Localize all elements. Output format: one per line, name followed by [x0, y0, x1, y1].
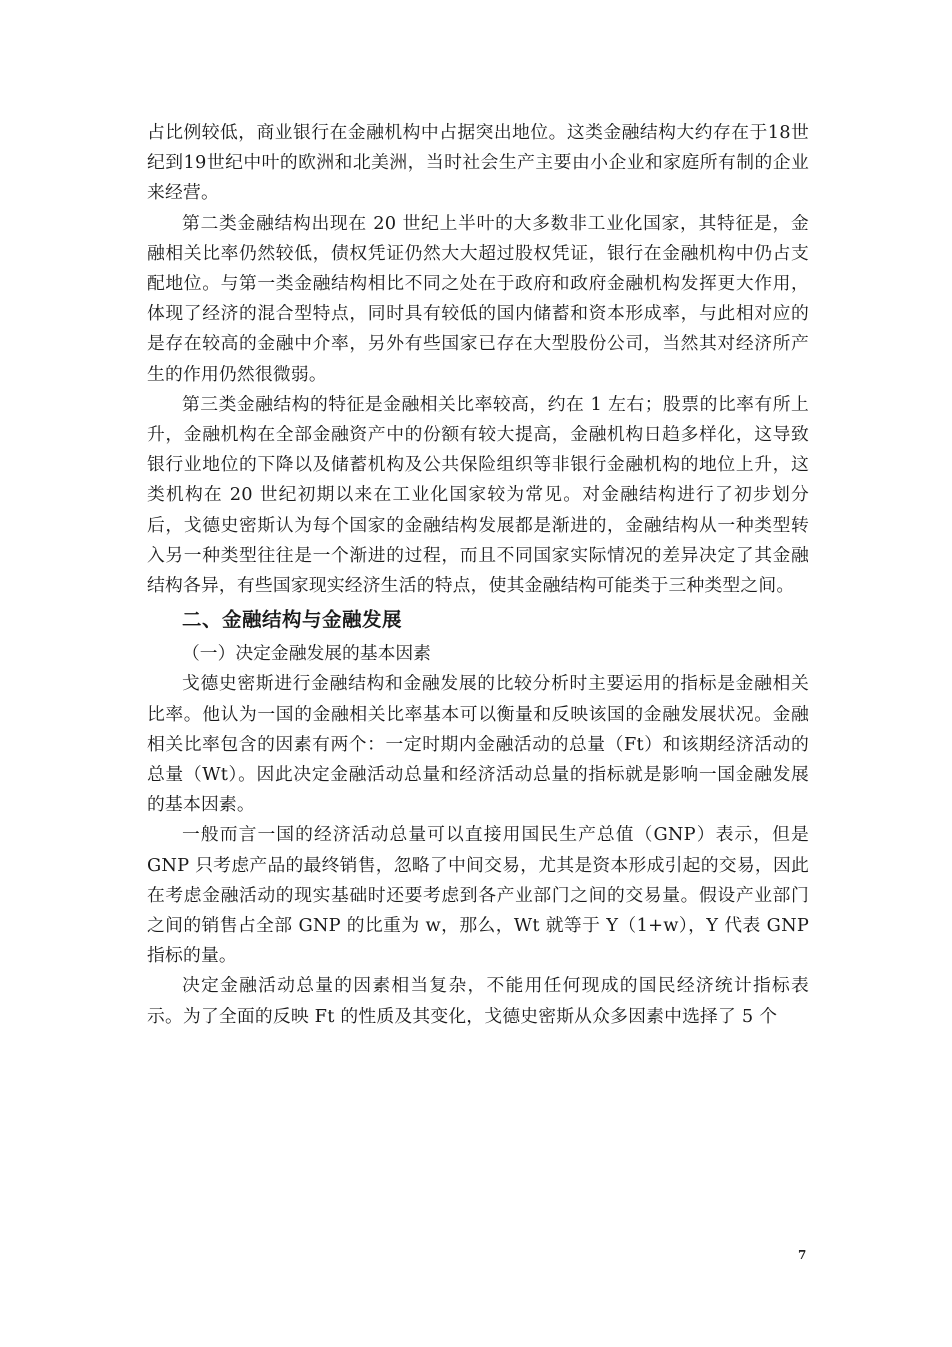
- page-body: [147, 118, 809, 1032]
- section-heading: 二、金融结构与金融发展: [182, 608, 403, 632]
- paragraph-2: 第二类金融结构出现在 20 世纪上半叶的大多数非工业化国家，其特征是，金融相关比率仍然较低，债权凭证仍然大大超过股权凭证，银行在金融机构中仍占支配地位。与第一类金融结构相比不同之处在于政府和政府金融机构发挥更大作用，体现了经济的混合型特点，同时具有较低的国内储蓄和资本形成率，与此相对应的是存在较高的金融中介率，另外有些国家已存在大型股份公司，当然其对经济所产生的作用仍然很微弱。: [147, 212, 809, 385]
- paragraph-1: 占比例较低，商业银行在金融机构中占据突出地位。这类金融结构大约存在于18世纪到19世纪中叶的欧洲和北美洲，当时社会生产主要由小企业和家庭所有制的企业来经营。: [147, 122, 809, 204]
- sub-heading: （一）决定金融发展的基本因素: [182, 643, 431, 665]
- paragraph-3: 第三类金融结构的特征是金融相关比率较高，约在 1 左右；股票的比率有所上升，金融机构在全部金融资产中的份额有较大提高，金融机构日趋多样化，这导致银行业地位的下降以及储蓄机构及公共保险组织等非银行金融机构的地位上升，这类机构在 20 世纪初期以来在工业化国家较为常见。对金融结构进行了初步划分后，戈德史密斯认为每个国家的金融结构发展都是渐进的，金融结构从一种类型转入另一种类型往往是一个渐进的过程，而且不同国家实际情况的差异决定了其金融结构各异，有些国家现实经济生活的特点，使其金融结构可能类于三种类型之间。: [147, 393, 809, 597]
- paragraph-6: 决定金融活动总量的因素相当复杂，不能用任何现成的国民经济统计指标表示。为了全面的反映 Ft 的性质及其变化，戈德史密斯从众多因素中选择了 5 个: [147, 975, 809, 1027]
- paragraph-5: 一般而言一国的经济活动总量可以直接用国民生产总值（GNP）表示，但是GNP 只考虑产品的最终销售，忽略了中间交易，尤其是资本形成引起的交易，因此在考虑金融活动的现实基础时还要考虑到各产业部门之间的交易量。假设产业部门之间的销售占全部 GNP 的比重为 w，那么，Wt 就等于 Y（1+w），Y 代表 GNP 指标的量。: [147, 824, 809, 967]
- page-number: 7: [798, 1248, 807, 1262]
- paragraph-4: 戈德史密斯进行金融结构和金融发展的比较分析时主要运用的指标是金融相关比率。他认为一国的金融相关比率基本可以衡量和反映该国的金融发展状况。金融相关比率包含的因素有两个：一定时期内金融活动的总量（Ft）和该期经济活动的总量（Wt）。因此决定金融活动总量和经济活动总量的指标就是影响一国金融发展的基本因素。: [147, 673, 809, 816]
